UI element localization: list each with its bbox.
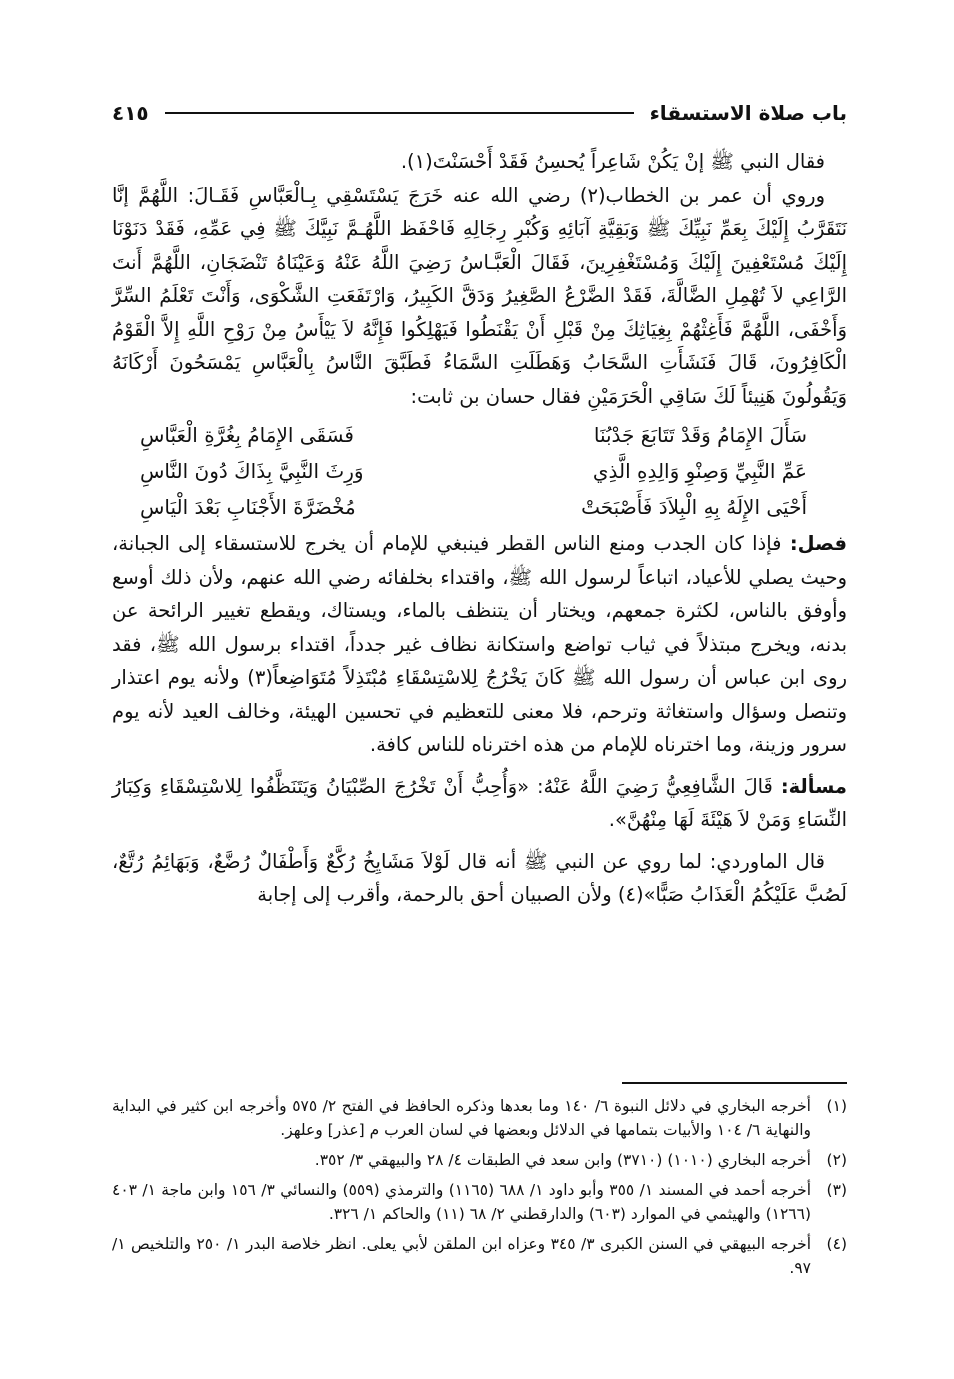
footnote-text: أخرجه البيهقي في السنن الكبرى ٣/ ٣٤٥ وعزاه ابن الملقن لأبي يعلى. انظر خلاصة البدر ١/ ٢٥٠ والتلخيص ١/ ٩٧.: [112, 1235, 812, 1277]
footnote-text: أخرجه البخاري في دلائل النبوة ٦/ ١٤٠ وما بعدها وذكره الحافظ في الفتح ٢/ ٥٧٥ وأخرجه ابن كثير في البداية والنهاية ٦/ ١٠٤ والأبيات بتمامها في الدلائل وبعضها في لسان العرب م [عذر] وعلهز.: [112, 1097, 811, 1139]
header-rule: [165, 112, 634, 114]
main-text: [112, 145, 847, 912]
footnote-text: أخرجه أحمد في المسند ١/ ٣٥٥ وأبو داود ١/ ٦٨٨ (١١٦٥) والترمذي (٥٥٩) والنسائي ٣/ ١٥٦ وابن ماجة ١/ ٤٠٣ (١٢٦٦) والهيثمي في الموارد (٦٠٣) والدارقطني ٢/ ٦٨ (١١) والحاكم ١/ ٣٢٦.: [112, 1181, 811, 1223]
poem-verse: [112, 489, 847, 525]
section-label: فصل:: [789, 532, 847, 555]
footnote: [112, 1232, 847, 1280]
footnote-number: (١): [826, 1097, 847, 1115]
verse-first-hemistich: عَمِّ النَّبِيِّ وَصِنْوِ وَالِدِهِ الَّذِي: [592, 459, 807, 483]
footnote: [112, 1094, 847, 1142]
section-text: فإذا كان الجدب ومنع الناس القطر فينبغي للإمام أن يخرج للاستسقاء إلى الجبانة، وحيث يصلي للأعياد، اتباعاً لرسول الله ﷺ، واقتداء بخلفائه رضي الله عنهم، ولأن ذلك أوسع وأوفق بالناس، لكثرة جمعهم، ويختار أن يتنظف بالماء، ويستاك، ويقطع تغيير الرائحة عن بدنه، ويخرج مبتذلاً في ثياب تواضع واستكانة نظاف غير جدداً، اقتداء برسول الله ﷺ، فقد روى ابن عباس أن رسول الله ﷺ كَانَ يَخْرُجُ لِلاسْتِسْقَاءِ مُبْتَذِلاً مُتَوَاضِعاً(٣) ولأنه يوم اعتذار وتنصل وسؤال واستغاثة وترحم، فلا معنى للتعظيم في تحسين الهيئة، وخالف العيد لأنه يوم سرور وزينة، وما اخترناه للإمام من هذه اخترناه للناس كافة.: [112, 532, 847, 756]
poem: [112, 417, 847, 525]
paragraph-1: فقال النبي ﷺ إنْ يَكُنْ شَاعِراً يُحسِنُ فَقَدْ أَحْسَنْتَ(١).: [400, 150, 825, 173]
footnote-number: (٤): [826, 1235, 847, 1253]
verse-second-hemistich: مُخْضَرَّةَ الأَجْنَابِ بَعْدَ الْيَاسِ: [140, 495, 356, 519]
footnotes: [112, 1082, 847, 1286]
issue-masala: [112, 770, 847, 837]
footnote-text: أخرجه البخاري (١٠١٠) (٣٧١٠) وابن سعد في الطبقات ٤/ ٢٨ والبيهقي ٣/ ٣٥٢.: [314, 1151, 811, 1169]
page-header: [112, 96, 847, 130]
paragraph-mawardi: قال الماوردي: لما روي عن النبي ﷺ أنه قال لَوْلاَ مَشَايِخُ رُكَّعٌ وَأَطْفَالٌ رُضَّعٌ، وَبَهَائِمُ رُتَّعٌ، لَصُبَّ عَلَيْكُمُ الْعَذَابُ صَبًّا»(٤) ولأن الصبيان أحق بالرحمة، وأقرب إلى إجابة: [112, 849, 847, 906]
verse-first-hemistich: أَحْيَى الإِلَهُ بِهِ الْبِلاَدَ فَأَصْبَحَتْ: [581, 495, 807, 519]
issue-label: مسألة:: [780, 774, 847, 798]
footnote: [112, 1148, 847, 1172]
page-number: ٤١٥: [112, 101, 149, 125]
chapter-title: باب صلاة الاستسقاء: [649, 101, 847, 125]
footnote-number: (٢): [826, 1151, 847, 1169]
footnote: [112, 1178, 847, 1226]
verse-second-hemistich: وَرِثَ النَّبِيَّ بِذَاكَ دُونَ النَّاسِ: [140, 459, 364, 483]
poem-verse: [112, 417, 847, 453]
verse-second-hemistich: فَسَقَى الإِمَامُ بِغُرَّةِ الْعَبَّاسِ: [140, 423, 354, 447]
verse-first-hemistich: سَأَلَ الإِمَامُ وَقَدْ تَتَابَعَ جَدْبُنَا: [593, 423, 807, 447]
issue-text: قَالَ الشَّافِعِيُّ رَضِيَ اللَّهُ عَنْهُ: «وَأُحِبُّ أَنْ تَخْرُجَ الصِّبْيَانُ وَيَتَنَظَّفُوا لِلاسْتِسْقَاءِ وَكِبَارُ النِّسَاءِ وَمَنْ لاَ هَيْئَةَ لَهَا مِنْهُنَّ».: [112, 774, 847, 831]
footnote-number: (٣): [826, 1181, 847, 1199]
poem-verse: [112, 453, 847, 489]
section-fasl: [112, 527, 847, 762]
footnote-separator: [622, 1082, 847, 1084]
paragraph-2: وروي أن عمر بن الخطاب(٢) رضي الله عنه خَرَجَ يَسْتَسْقِي بِـالْعَبَّاسِ فَقَـالَ: اللَّهُمَّ إنَّا نَتَقَرَّبُ إِلَيْكَ بِعَمِّ نَبِيِّكَ ﷺ وَبَقِيَّةِ آبَائِهِ وَكُبْرِ رِجَالِهِ فَاحْفَظ اللَّهُـمَّ نَبِيَّكَ ﷺ فِي عَمِّهِ، فَقَدْ دَنَوْنَا إِلَيْكَ مُسْتَعْفِينَ إِلَيْكَ وَمُسْتَغْفِرِينَ، فَقَالَ الْعَبَّـاسُ رَضِيَ اللَّهُ عَنْهُ وَعَيْنَاهُ تَنْضَجَانِ، اللَّهُمَّ أَنتَ الرَّاعِي لاَ تُهْمِلِ الضَّالَّةَ، فَقَدْ الضَّرْعُ الصَّغِيرُ وَدَقَّ الكَبِيرُ، وَارْتَفَعَتِ الشَّكْوَى، وَأَنْتَ تَعْلَمُ السِّرَّ وَأَخْفَى، اللَّهُمَّ فَأَغِثْهُمْ بِغِيَاثِكَ مِنْ قَبْلِ أَنْ يَقْنَطُوا فَيَهْلِكُوا فَإِنَّهُ لاَ يَيْأَسُ مِنْ رَوْحِ اللَّهِ إِلاَّ الْقَوْمُ الْكَافِرُونَ، قَالَ فَنَشَأَتِ السَّحَابُ وَهَطَلَتِ السَّمَاءُ فَطَبَّقَ النَّاسُ بِالْعَبَّاسِ يَمْسَحُونَ أَرْكَانَهُ وَيَقُولُونَ هَنِيئاً لَكَ سَاقِي الْحَرَمَيْنِ فقال حسان بن ثابت:: [112, 183, 847, 408]
